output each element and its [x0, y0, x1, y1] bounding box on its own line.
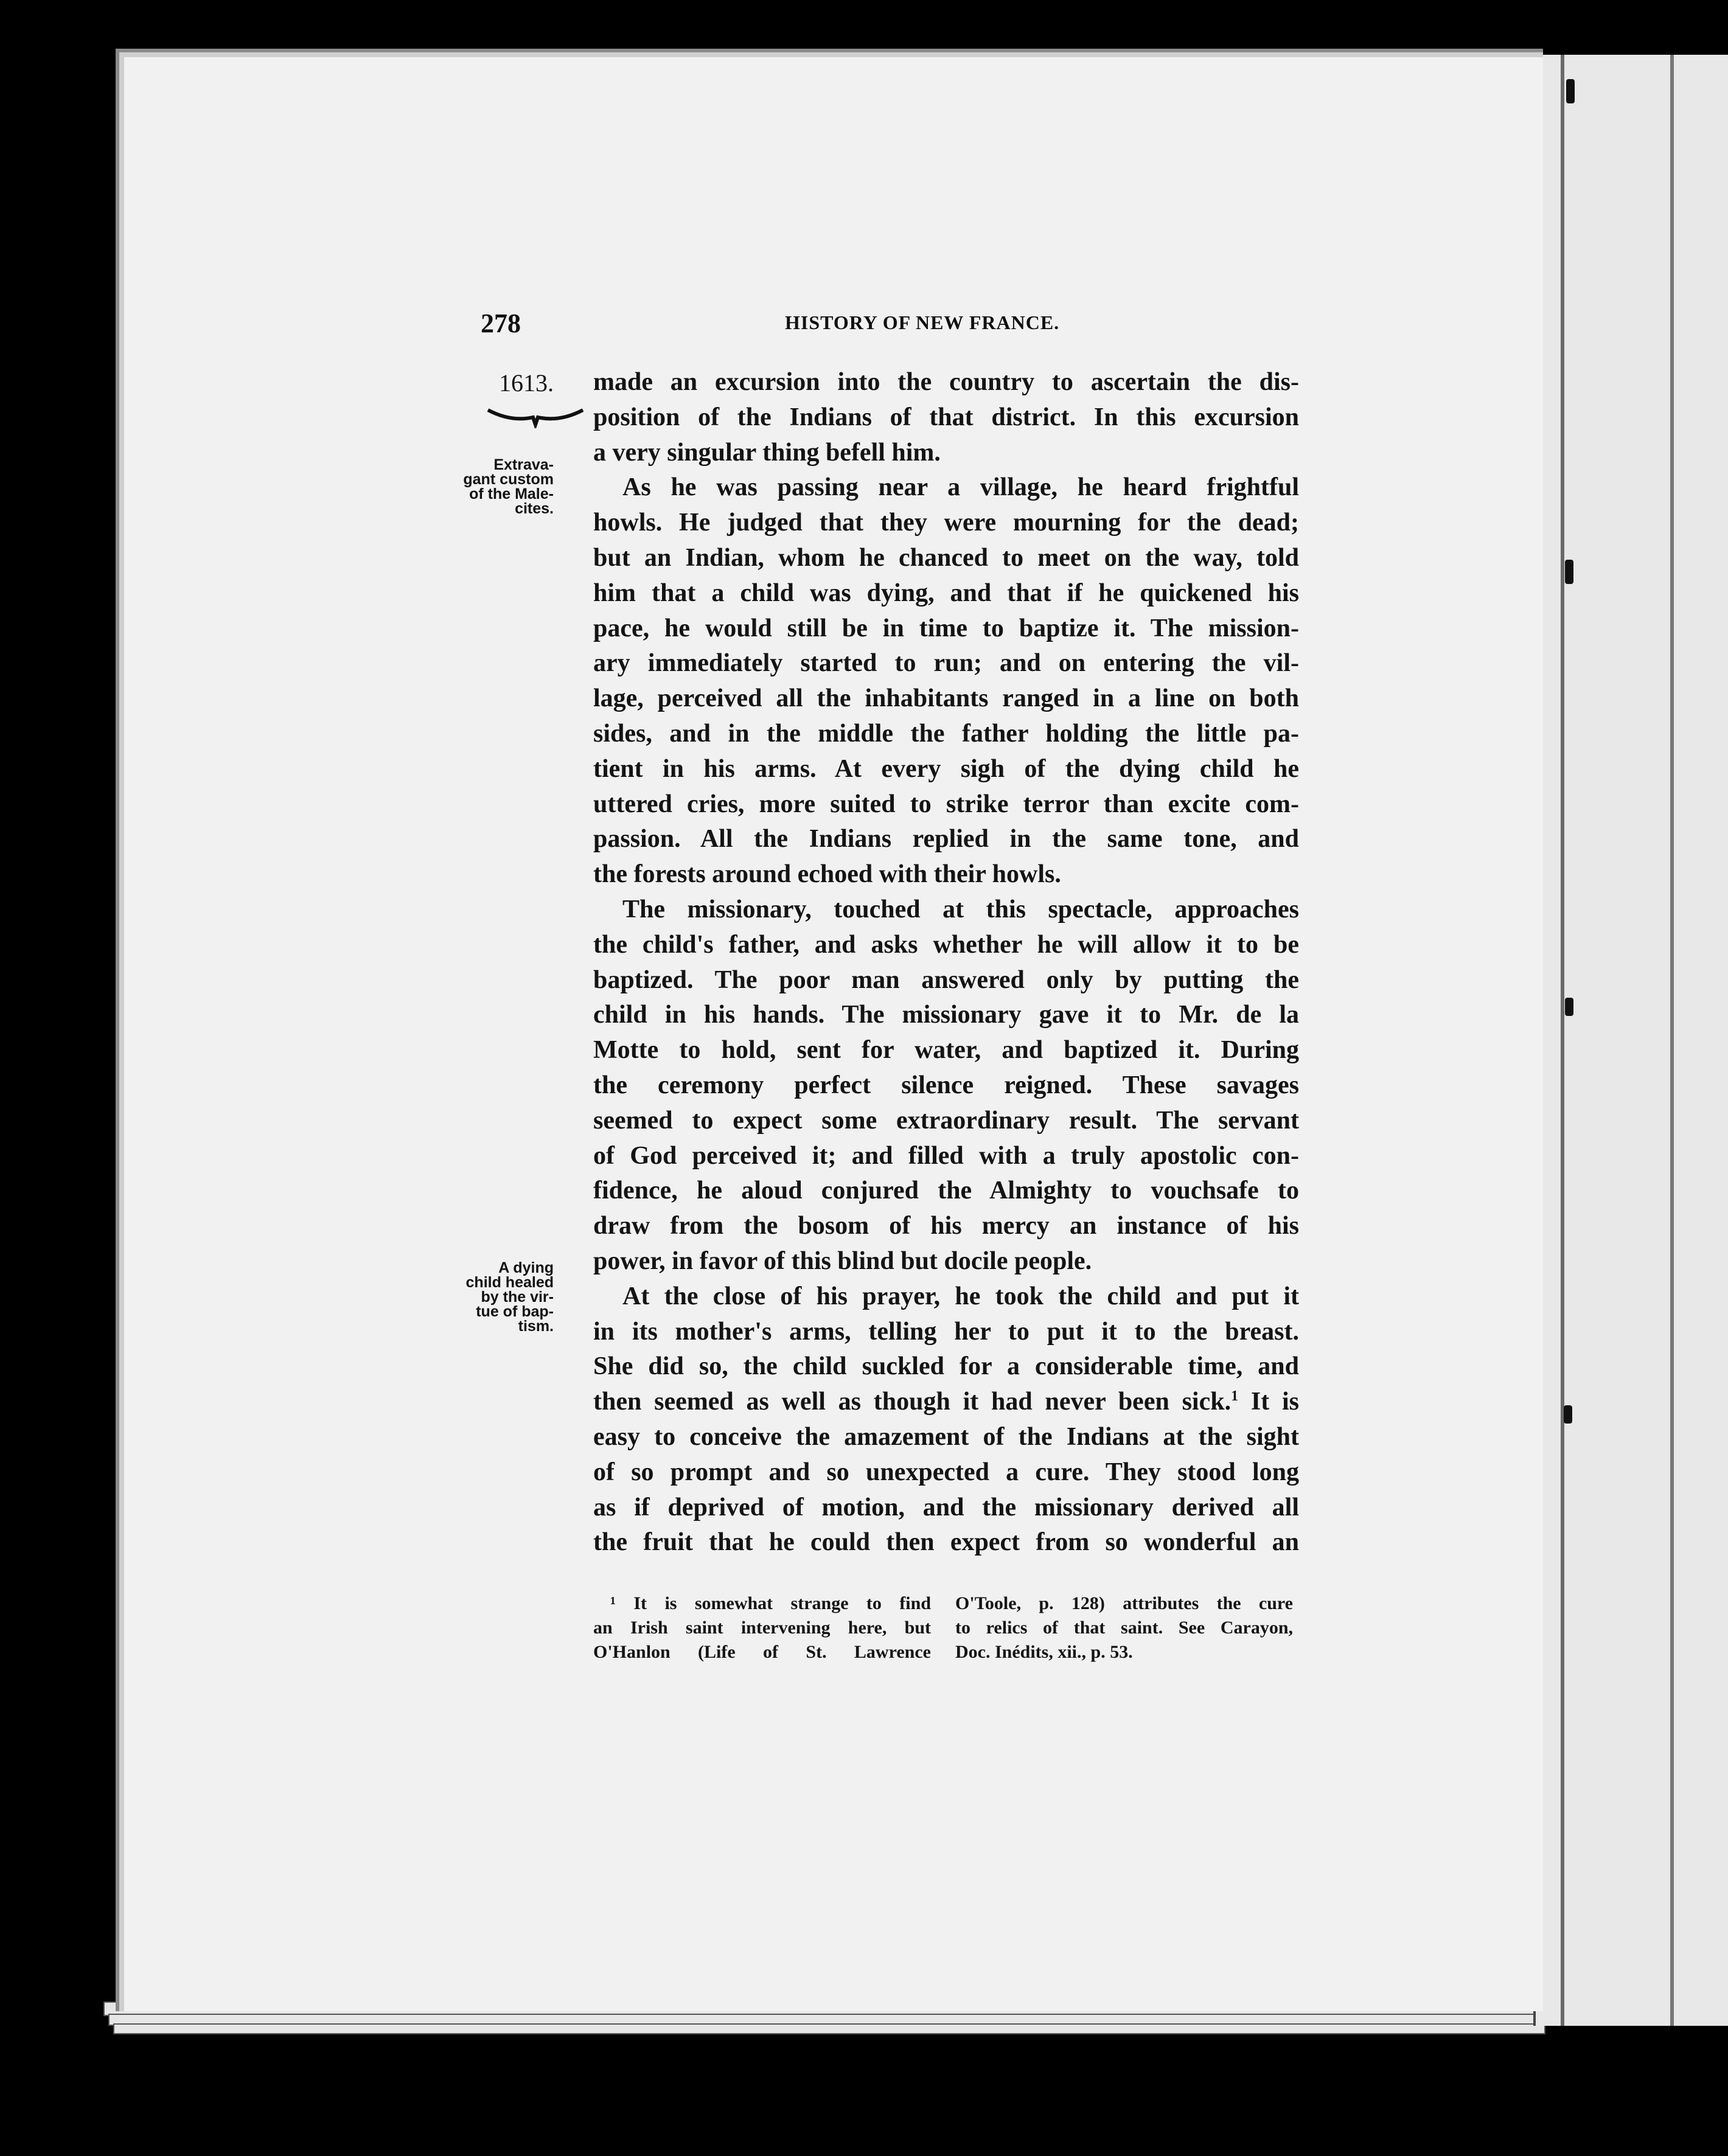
margin-note-line: cites. — [515, 500, 554, 517]
text-line: made an excursion into the country to ascertain the dis- — [593, 368, 1299, 396]
text-fragment: It is — [1238, 1388, 1299, 1416]
margin-note-healing — [444, 1261, 554, 1334]
text-line: the forests around echoed with their howls. — [593, 860, 1061, 889]
page-number: 278 — [481, 308, 521, 338]
text-line: the fruit that he could then expect from so wonderful an — [593, 1528, 1299, 1557]
text-line-with-footnote — [593, 1385, 1299, 1420]
text-line: tient in his arms. At every sigh of the dying child he — [593, 754, 1299, 783]
margin-note-line: gant custom — [463, 471, 554, 488]
text-line: seemed to expect some extraordinary result. The servant — [593, 1106, 1299, 1135]
text-line: draw from the bosom of his mercy an instance of his — [593, 1212, 1299, 1240]
footnote-line: O'Toole, p. 128) attributes the cure — [955, 1593, 1293, 1613]
footnote-line: O'Hanlon (Life of St. Lawrence — [593, 1642, 931, 1662]
footnotes — [593, 1591, 1299, 1664]
text-line: At the close of his prayer, he took the child and put it — [622, 1282, 1299, 1310]
binding-mark — [1565, 998, 1573, 1016]
text-line: power, in favor of this blind but docile people. — [593, 1247, 1092, 1275]
text-line: howls. He judged that they were mourning for the dead; — [593, 509, 1299, 537]
footnote-reference[interactable]: 1 — [1231, 1388, 1239, 1405]
text-line: of God perceived it; and filled with a truly apostolic con- — [593, 1141, 1299, 1170]
text-line: As he was passing near a village, he heard frightful — [622, 473, 1299, 502]
text-line: a very singular thing befell him. — [593, 438, 941, 467]
text-line: position of the Indians of that district. In this excursion — [593, 403, 1299, 431]
margin-note-line: of the Male- — [469, 485, 554, 502]
text-line: as if deprived of motion, and the missionary derived all — [593, 1493, 1299, 1521]
text-line: baptized. The poor man answered only by putting the — [593, 965, 1299, 994]
text-line: the child's father, and asks whether he will allow it to be — [593, 930, 1299, 959]
text-line: easy to conceive the amazement of the Indians at the sight — [593, 1422, 1299, 1451]
text-line: child in his hands. The missionary gave it to Mr. de la — [593, 1001, 1299, 1029]
text-line: Motte to hold, sent for water, and baptized it. During — [593, 1036, 1299, 1065]
year-marker: 1613. — [499, 369, 554, 397]
footnote-line: Doc. Inédits, xii., p. 53. — [955, 1642, 1133, 1662]
binding-mark — [1564, 1405, 1572, 1424]
text-line: pace, he would still be in time to baptize it. The mission- — [593, 614, 1299, 642]
text-line: but an Indian, whom he chanced to meet on the way, told — [593, 543, 1299, 572]
footnote-line: ¹ It is somewhat strange to find — [610, 1593, 931, 1613]
text-line: lage, perceived all the inhabitants ranged in a line on both — [593, 684, 1299, 713]
text-line: She did so, the child suckled for a considerable time, and — [593, 1352, 1299, 1381]
running-head — [481, 308, 1302, 344]
text-line: The missionary, touched at this spectacle, approaches — [622, 895, 1299, 923]
margin-note-line: Extrava- — [493, 456, 554, 473]
footnote-line: an Irish saint intervening here, but — [593, 1618, 931, 1638]
text-fragment: then seemed as well as though it had never been sick. — [593, 1388, 1232, 1416]
margin-note-line: A dying — [498, 1259, 554, 1276]
margin-note-line: by the vir- — [481, 1288, 554, 1306]
binding-mark — [1566, 79, 1575, 103]
text-line: ary immediately started to run; and on entering the vil- — [593, 649, 1299, 678]
body-text — [593, 365, 1299, 1560]
text-line: in its mother's arms, telling her to put it to the breast. — [593, 1317, 1299, 1346]
footnote-column-left — [593, 1591, 931, 1664]
text-line: fidence, he aloud conjured the Almighty to vouchsafe to — [593, 1177, 1299, 1205]
text-line: passion. All the Indians replied in the same tone, and — [593, 825, 1299, 854]
margin-note-line: child healed — [465, 1274, 554, 1291]
footnote-column-right — [955, 1591, 1293, 1664]
text-line: the ceremony perfect silence reigned. These savages — [593, 1071, 1299, 1099]
text-line: him that a child was dying, and that if he quickened his — [593, 579, 1299, 607]
margin-note-line: tism. — [518, 1318, 554, 1335]
page-edge — [113, 2023, 1545, 2034]
margin-note-custom — [444, 457, 554, 516]
running-title: HISTORY OF NEW FRANCE. — [785, 311, 1060, 333]
page-gutter — [1670, 55, 1674, 2026]
binding-mark — [1565, 560, 1573, 584]
text-line: uttered cries, more suited to strike terror than excite com- — [593, 790, 1299, 818]
text-line: sides, and in the middle the father holding the little pa- — [593, 719, 1299, 748]
brace-ornament — [487, 404, 584, 428]
page-gutter — [1561, 55, 1564, 2026]
margin-note-line: tue of bap- — [476, 1303, 554, 1320]
text-line: of so prompt and so unexpected a cure. They stood long — [593, 1458, 1299, 1486]
footnote-line: to relics of that saint. See Carayon, — [955, 1618, 1293, 1638]
